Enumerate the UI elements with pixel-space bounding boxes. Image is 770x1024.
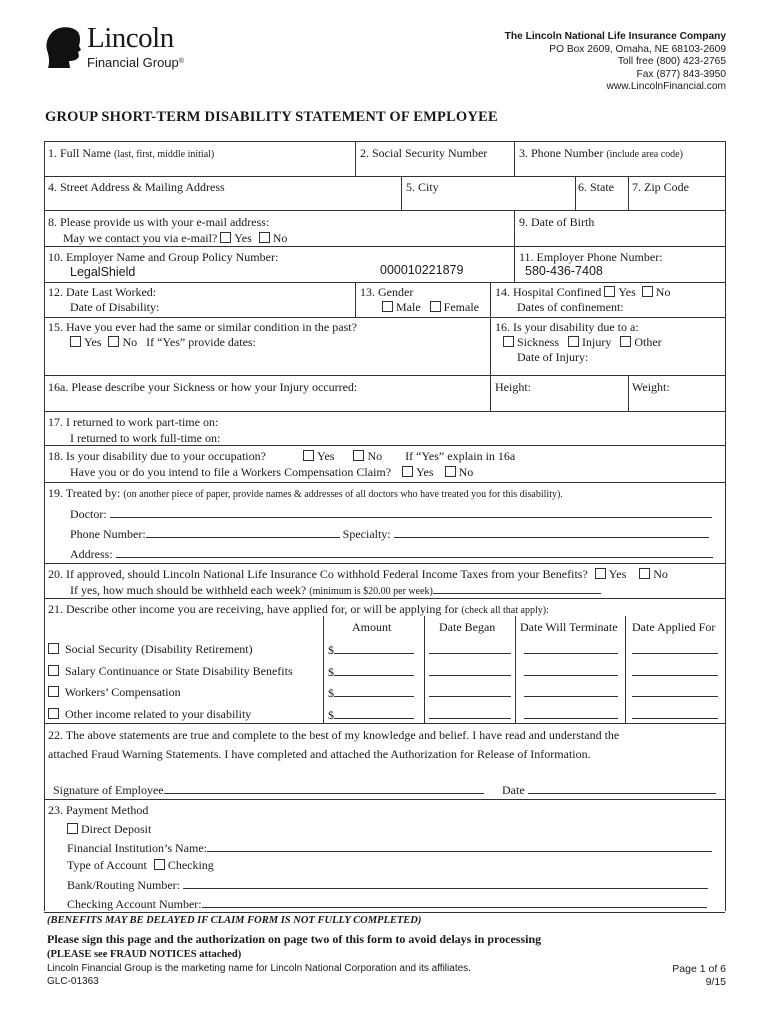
other-income-label: 21. Describe other income you are receiving, have applied for, or will be applying for (check all that apply): [48,602,549,616]
delay-warning: (BENEFITS MAY BE DELAYED IF CLAIM FORM IS NOT FULLY COMPLETED) [47,915,422,926]
describe-sickness-label: 16a. Please describe your Sickness or how your Injury occurred: [48,380,358,394]
sickness-checkbox[interactable] [503,336,514,347]
certification-line-2: attached Fraud Warning Statements. I have completed and attached the Authorization for Release of Information. [48,747,591,761]
date-terminate-field[interactable] [524,707,618,722]
account-type-line: Type of Account Checking [67,858,214,872]
street-address-label: 4. Street Address & Mailing Address [48,180,225,194]
doctor-address-input[interactable] [116,546,713,558]
city-label: 5. City [406,180,439,194]
doctor-input[interactable] [110,506,712,518]
company-toll-free: Toll free (800) 423-2765 [617,56,726,67]
tax-amount-line: If yes, how much should be withheld each week? (minimum is $20.00 per week) [70,582,601,599]
income-row: Salary Continuance or State Disability Benefits [48,664,293,678]
date-began-field[interactable] [429,642,511,657]
prior-condition-options: Yes No If “Yes” provide dates: [70,335,256,349]
form-number: GLC-01363 [47,976,99,987]
employer-phone-value[interactable]: 580-436-7408 [525,264,603,278]
email-label: 8. Please provide us with your e-mail address: [48,215,270,229]
injury-checkbox[interactable] [568,336,579,347]
doctor-phone-line: Phone Number: Specialty: [70,526,709,541]
date-began-field[interactable] [429,707,511,722]
sign-note: Please sign this page and the authorization on page two of this form to avoid delays in processing [47,932,542,946]
disability-cause-options: Sickness Injury Other [503,335,662,349]
hospital-yes-checkbox[interactable] [604,286,615,297]
company-fax: Fax (877) 843-3950 [636,68,726,80]
female-checkbox[interactable] [430,301,441,312]
height-label: Height: [495,380,531,394]
lincoln-silhouette-icon [45,26,83,70]
email-yes-checkbox[interactable] [220,232,231,243]
policy-number-value[interactable]: 000010221879 [380,263,464,277]
occupation-yes-checkbox[interactable] [303,450,314,461]
employer-label: 10. Employer Name and Group Policy Number: [48,250,279,264]
date-applied-field[interactable] [632,664,718,679]
tax-no-checkbox[interactable] [639,568,650,579]
company-address: PO Box 2609, Omaha, NE 68103-2609 [549,43,726,55]
routing-input[interactable] [183,877,708,889]
income-checkbox[interactable] [48,686,59,697]
full-name-label: 1. Full Name (last, first, middle initial) [48,146,215,160]
date-last-worked-label: 12. Date Last Worked: [48,285,157,299]
certification-line-1: 22. The above statements are true and complete to the best of my knowledge and belief. I have read and understand the [48,728,620,742]
form-title: GROUP SHORT-TERM DISABILITY STATEMENT OF EMPLOYEE [45,109,498,125]
company-name: The Lincoln National Life Insurance Company [504,31,726,42]
date-terminate-field[interactable] [524,664,618,679]
tax-yes-checkbox[interactable] [595,568,606,579]
confinement-dates-label: Dates of confinement: [517,300,624,314]
checking-account-line: Checking Account Number: [67,896,707,911]
male-checkbox[interactable] [382,301,393,312]
email-contact-question: May we contact you via e-mail? Yes No [63,231,288,245]
date-applied-field[interactable] [632,642,718,657]
phone-label: 3. Phone Number (include area code) [519,146,683,160]
company-website: www.LincolnFinancial.com [606,81,726,92]
institution-input[interactable] [207,840,712,852]
col-amount: Amount [352,620,392,634]
payment-method-label: 23. Payment Method [48,803,149,817]
checking-account-input[interactable] [202,896,707,908]
specialty-input[interactable] [394,526,709,538]
col-date-applied: Date Applied For [632,620,716,634]
tax-amount-input[interactable] [433,582,601,594]
date-of-disability-label: Date of Disability: [70,300,160,314]
returned-part-time-label: 17. I returned to work part-time on: [48,415,219,429]
date-applied-field[interactable] [632,707,718,722]
date-began-field[interactable] [429,685,511,700]
date-began-field[interactable] [429,664,511,679]
company-info [505,31,726,94]
col-date-began: Date Began [439,620,496,634]
tax-withhold-question: 20. If approved, should Lincoln National Life Insurance Co withhold Federal Income Taxes from your Benefits? Yes No [48,567,668,581]
workers-comp-question: Have you or do you intend to file a Workers Compensation Claim? Yes No [70,465,474,479]
workers-comp-no-checkbox[interactable] [445,466,456,477]
ssn-label: 2. Social Security Number [360,146,488,160]
workers-comp-yes-checkbox[interactable] [402,466,413,477]
amount-field[interactable]: $ [328,664,414,679]
signature-input[interactable] [164,782,484,794]
employer-name-value[interactable]: LegalShield [70,265,136,279]
occupation-options: Yes No If “Yes” explain in 16a [303,449,515,463]
disability-cause-label: 16. Is your disability due to a: [495,320,639,334]
logo-subtitle: Financial Group® [87,55,184,70]
prior-no-checkbox[interactable] [108,336,119,347]
employer-phone-label: 11. Employer Phone Number: [519,250,663,264]
email-no-checkbox[interactable] [259,232,270,243]
returned-full-time-label: I returned to work full-time on: [70,431,221,445]
col-date-terminate: Date Will Terminate [520,620,618,634]
institution-line: Financial Institution’s Name: [67,840,712,855]
income-checkbox[interactable] [48,665,59,676]
hospital-confined-label: 14. Hospital Confined Yes No [495,285,671,299]
doctor-address-line: Address: [70,546,713,561]
direct-deposit-option: Direct Deposit [67,822,151,836]
doctor-phone-input[interactable] [146,526,340,538]
amount-field[interactable]: $ [328,685,414,700]
occupation-question: 18. Is your disability due to your occupation? [48,449,266,463]
page-info [672,963,726,989]
checking-checkbox[interactable] [154,859,165,870]
logo-name: Lincoln [87,22,174,54]
treated-by-label: 19. Treated by: (on another piece of paper, provide names & addresses of all doctors who have treated you for this disability). [48,486,563,500]
date-applied-field[interactable] [632,685,718,700]
income-checkbox[interactable] [48,708,59,719]
prior-condition-label: 15. Have you ever had the same or similar condition in the past? [48,320,357,334]
income-row: Workers’ Compensation [48,685,181,699]
weight-label: Weight: [632,380,670,394]
amount-field[interactable]: $ [328,707,414,722]
signature-line: Signature of Employee [53,782,484,797]
routing-line: Bank/Routing Number: [67,877,708,892]
income-checkbox[interactable] [48,643,59,654]
direct-deposit-checkbox[interactable] [67,823,78,834]
zip-label: 7. Zip Code [632,180,689,194]
gender-label: 13. Gender [360,285,414,299]
hospital-no-checkbox[interactable] [642,286,653,297]
date-line: Date [502,782,716,797]
income-row: Social Security (Disability Retirement) [48,642,253,656]
other-checkbox[interactable] [620,336,631,347]
gender-options: Male Female [382,300,479,314]
page-number: Page 1 of 6 [672,963,726,975]
dob-label: 9. Date of Birth [519,215,595,229]
doctor-line: Doctor: [70,506,712,521]
date-of-injury-label: Date of Injury: [517,350,589,364]
prior-yes-checkbox[interactable] [70,336,81,347]
date-terminate-field[interactable] [524,685,618,700]
income-row: Other income related to your disability [48,707,251,721]
amount-field[interactable]: $ [328,642,414,657]
fraud-note: (PLEASE see FRAUD NOTICES attached) [47,949,242,960]
form-version: 9/15 [705,976,726,988]
signature-date-input[interactable] [528,782,716,794]
company-logo [45,22,195,76]
occupation-no-checkbox[interactable] [353,450,364,461]
state-label: 6. State [578,180,614,194]
date-terminate-field[interactable] [524,642,618,657]
marketing-note: Lincoln Financial Group is the marketing name for Lincoln National Corporation and its affiliates. [47,963,471,974]
